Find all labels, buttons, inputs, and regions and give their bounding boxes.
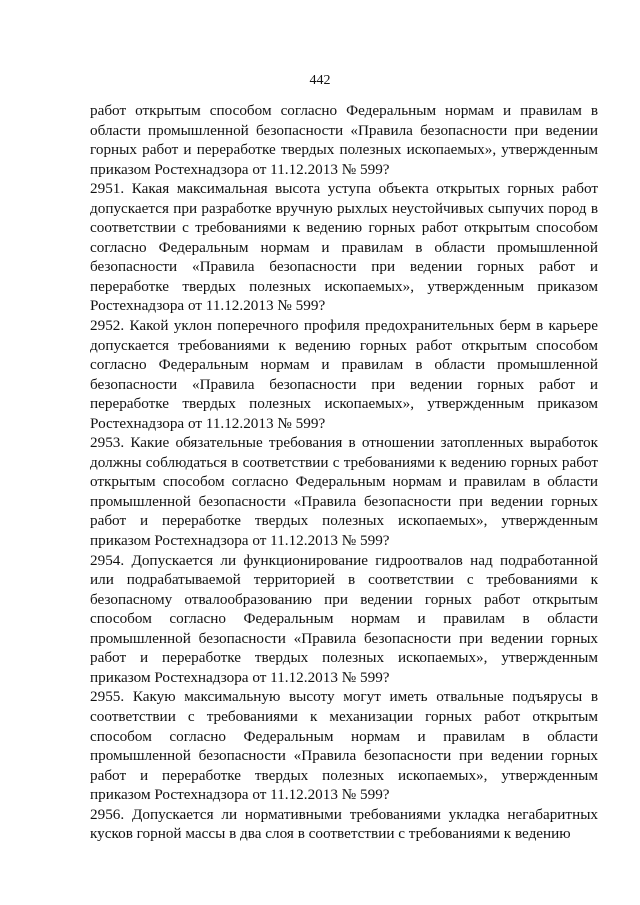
question-2951: 2951. Какая максимальная высота уступа объекта открытых горных работ допускается при разработке вручную рыхлых неустойчивых сыпучих пород в соответствии с требованиями к ведению горных работ открытым способом согласно Федеральным нормам и правилам в области промышленной безопасности «Правила безопасности при ведении горных работ и переработке твердых полезных ископаемых», утвержденным приказом Ростехнадзора от 11.12.2013 № 599? — [90, 180, 598, 315]
page-number: 442 — [309, 73, 331, 88]
question-2953: 2953. Какие обязательные требования в отношении затопленных выработок должны соблюдаться в соответствии с требованиями к ведению горных работ открытым способом согласно Федеральным нормам и правилам в области промышленной безопасности «Правила безопасности при ведении горных работ и переработке твердых полезных ископаемых», утвержденным приказом Ростехнадзора от 11.12.2013 № 599? — [90, 434, 598, 550]
question-2954: 2954. Допускается ли функционирование гидроотвалов над подработанной или подрабатываемой территорией в соответствии с требованиями к безопасному отвалообразованию при ведении горных работ открытым способом согласно Федеральным нормам и правилам в области промышленной безопасности «Правила безопасности при ведении горных работ и переработке твердых полезных ископаемых», утвержденным приказом Ростехнадзора от 11.12.2013 № 599? — [90, 551, 598, 686]
paragraph-continuation: работ открытым способом согласно Федеральным нормам и правилам в области промышленной безопасности «Правила безопасности при ведении горных работ и переработке твердых полезных ископаемых», утвержденным приказом Ростехнадзора от 11.12.2013 № 599? — [90, 102, 598, 178]
question-2956: 2956. Допускается ли нормативными требованиями укладка негабаритных кусков горной массы в два слоя в соответствии с требованиями к ведению — [90, 805, 598, 843]
question-2952: 2952. Какой уклон поперечного профиля предохранительных берм в карьере допускается требованиями к ведению горных работ открытым способом согласно Федеральным нормам и правилам в области промышленной безопасности «Правила безопасности при ведении горных работ и переработке твердых полезных ископаемых», утвержденным приказом Ростехнадзора от 11.12.2013 № 599? — [90, 317, 598, 432]
question-2955: 2955. Какую максимальную высоту могут иметь отвальные подъярусы в соответствии с требованиями к механизации горных работ открытым способом согласно Федеральным нормам и правилам в области промышленной безопасности «Правила безопасности при ведении горных работ и переработке твердых полезных ископаемых», утвержденным приказом Ростехнадзора от 11.12.2013 № 599? — [90, 688, 598, 804]
document-body — [90, 101, 598, 844]
